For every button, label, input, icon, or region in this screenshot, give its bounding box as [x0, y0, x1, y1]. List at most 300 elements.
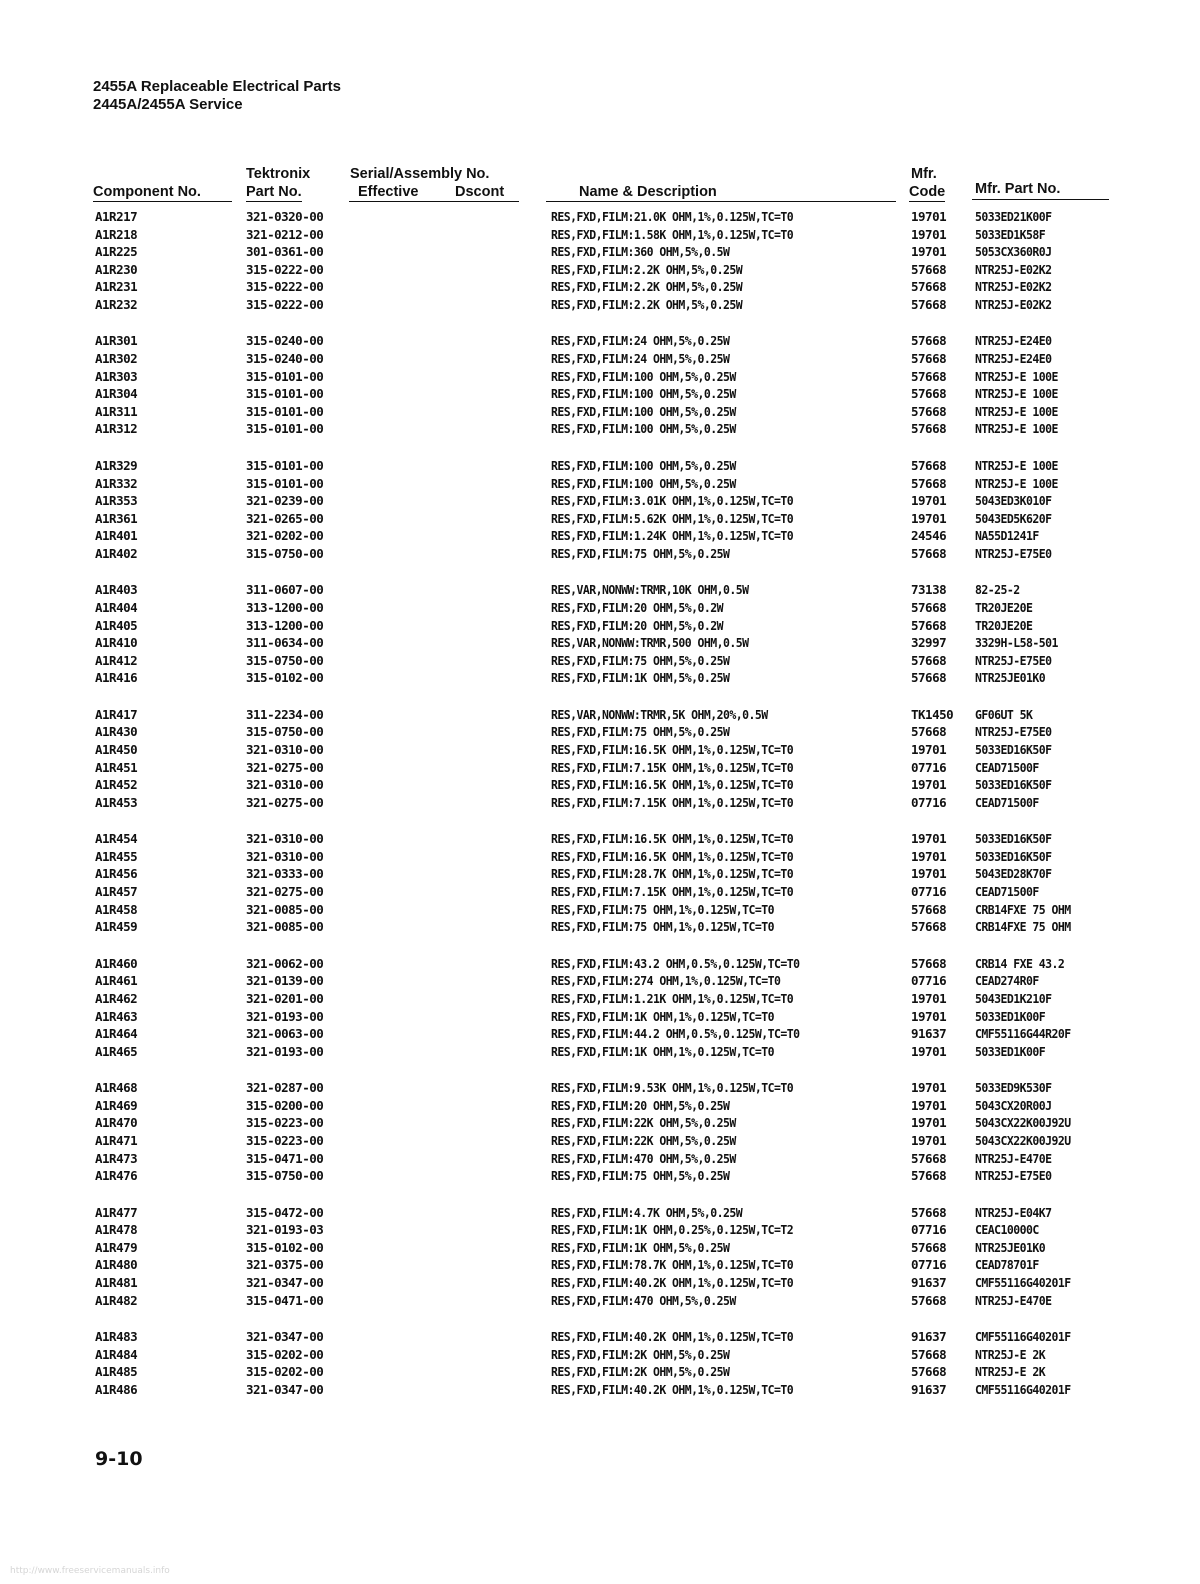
part-no-cell: 315-0101-00 [246, 475, 324, 491]
mfr-code-cell: 19701 [911, 1080, 947, 1096]
mfr-code-cell: 57668 [911, 919, 947, 935]
component-no-cell: A1R430 [95, 724, 138, 740]
mfr-code-cell: 19701 [911, 1097, 947, 1113]
mfr-part-no-cell: 5033ED1K58F [975, 226, 1046, 242]
mfr-code-cell: 57668 [911, 1292, 947, 1308]
mfr-part-no-cell: CEAD71500F [975, 759, 1039, 775]
group-spacer [0, 811, 1200, 830]
mfr-code-cell: 19701 [911, 1008, 947, 1024]
table-row [0, 723, 1200, 741]
component-no-cell: A1R332 [95, 475, 138, 491]
mfr-part-no-cell: 5033ED1K00F [975, 1008, 1046, 1024]
mfr-part-no-cell: 5033ED21K00F [975, 209, 1052, 224]
part-no-cell: 321-0085-00 [246, 919, 324, 935]
component-no-cell: A1R462 [95, 990, 138, 1006]
component-no-underline [93, 201, 232, 202]
mfr-part-no-cell: TR20JE20E [975, 617, 1033, 633]
mfr-code-cell: 57668 [911, 403, 947, 419]
header-subtitle: 2445A/2455A Service [93, 96, 243, 113]
name-description-cell: RES,FXD,FILM:100 OHM,5%,0.25W [551, 421, 736, 437]
component-no-cell: A1R464 [95, 1026, 138, 1042]
component-no-cell: A1R301 [95, 333, 138, 349]
name-description-cell: RES,FXD,FILM:360 OHM,5%,0.5W [551, 244, 730, 260]
table-row [0, 1132, 1200, 1150]
part-no-cell: 321-0139-00 [246, 973, 324, 989]
mfr-code-cell: 19701 [911, 1043, 947, 1059]
component-no-cell: A1R231 [95, 279, 138, 295]
table-row [0, 457, 1200, 475]
mfr-part-no-cell: NA55D1241F [975, 528, 1039, 544]
mfr-code-cell: 57668 [911, 652, 947, 668]
name-description-cell: RES,FXD,FILM:100 OHM,5%,0.25W [551, 368, 736, 384]
name-description-cell: RES,FXD,FILM:20 OHM,5%,0.2W [551, 617, 724, 633]
part-no-cell: 315-0202-00 [246, 1346, 324, 1362]
component-no-cell: A1R217 [95, 209, 138, 224]
mfr-code-cell: 19701 [911, 777, 947, 793]
name-description-cell: RES,FXD,FILM:16.5K OHM,1%,0.125W,TC=T0 [551, 777, 794, 793]
name-description-cell: RES,FXD,FILM:75 OHM,5%,0.25W [551, 1168, 730, 1184]
name-description-cell: RES,FXD,FILM:40.2K OHM,1%,0.125W,TC=T0 [551, 1329, 794, 1345]
name-description-cell: RES,VAR,NONWW:TRMR,5K OHM,20%,0.5W [551, 706, 768, 722]
name-description-cell: RES,FXD,FILM:1.24K OHM,1%,0.125W,TC=T0 [551, 528, 794, 544]
mfr-part-no-cell: NTR25J-E24E0 [975, 351, 1052, 367]
table-row [0, 475, 1200, 493]
table-row [0, 1221, 1200, 1239]
mfr-code-cell: 19701 [911, 510, 947, 526]
table-row [0, 634, 1200, 652]
mfr-code-cell: 19701 [911, 209, 947, 224]
name-description-cell: RES,FXD,FILM:470 OHM,5%,0.25W [551, 1292, 736, 1308]
mfr-part-no-cell: NTR25J-E 100E [975, 475, 1058, 491]
part-no-cell: 321-0320-00 [246, 209, 324, 224]
table-row [0, 1328, 1200, 1346]
mfr-part-no-cell: NTR25J-E75E0 [975, 545, 1052, 561]
name-description-cell: RES,FXD,FILM:75 OHM,1%,0.125W,TC=T0 [551, 901, 775, 917]
part-no-cell: 315-0223-00 [246, 1115, 324, 1131]
mfr-part-no-cell: 5043CX22K00J92U [975, 1132, 1071, 1148]
name-description-cell: RES,FXD,FILM:5.62K OHM,1%,0.125W,TC=T0 [551, 510, 794, 526]
component-no-cell: A1R450 [95, 742, 138, 757]
table-row [0, 706, 1200, 724]
mfr-part-no-cell: CEAC10000C [975, 1222, 1039, 1238]
table-row [0, 332, 1200, 350]
table-row [0, 403, 1200, 421]
name-description-cell: RES,FXD,FILM:16.5K OHM,1%,0.125W,TC=T0 [551, 848, 794, 864]
group-spacer [0, 687, 1200, 706]
component-no-cell: A1R471 [95, 1132, 138, 1148]
mfr-part-no-cell: NTR25JE01K0 [975, 1239, 1046, 1255]
name-description-cell: RES,FXD,FILM:24 OHM,5%,0.25W [551, 333, 730, 349]
part-no-cell: 311-2234-00 [246, 706, 324, 722]
mfr-code-cell: 57668 [911, 333, 947, 349]
name-description-cell: RES,FXD,FILM:1.21K OHM,1%,0.125W,TC=T0 [551, 990, 794, 1006]
component-no-cell: A1R465 [95, 1043, 138, 1059]
mfr-part-no-cell: NTR25J-E02K2 [975, 279, 1052, 295]
mfr-code-cell: 57668 [911, 724, 947, 740]
table-row [0, 545, 1200, 563]
table-row [0, 1043, 1200, 1061]
component-no-cell: A1R218 [95, 226, 138, 242]
table-row [0, 617, 1200, 635]
table-row [0, 1008, 1200, 1026]
table-row [0, 1079, 1200, 1097]
part-no-cell: 315-0222-00 [246, 296, 324, 312]
mfr-code-cell: 57668 [911, 457, 947, 473]
col-head-mfr-part-no: Mfr. Part No. [975, 181, 1061, 197]
mfr-part-no-cell: NTR25J-E75E0 [975, 652, 1052, 668]
mfr-code-cell: 07716 [911, 884, 947, 900]
component-no-cell: A1R225 [95, 244, 138, 260]
mfr-part-no-cell: 5043ED1K210F [975, 990, 1052, 1006]
table-row [0, 599, 1200, 617]
component-no-cell: A1R479 [95, 1239, 138, 1255]
component-no-cell: A1R486 [95, 1381, 138, 1397]
name-description-cell: RES,FXD,FILM:2.2K OHM,5%,0.25W [551, 279, 743, 295]
mfr-part-no-cell: 5043CX20R00J [975, 1097, 1052, 1113]
name-description-cell: RES,VAR,NONWW:TRMR,10K OHM,0.5W [551, 582, 749, 598]
part-no-cell: 321-0310-00 [246, 848, 324, 864]
header-title: 2455A Replaceable Electrical Parts [93, 78, 341, 95]
part-no-cell: 315-0222-00 [246, 279, 324, 295]
mfr-part-no-cell: NTR25J-E75E0 [975, 724, 1052, 740]
mfr-part-no-cell: 82-25-2 [975, 582, 1020, 598]
mfr-code-cell: 57668 [911, 670, 947, 686]
mfr-code-cell: 07716 [911, 794, 947, 810]
mfr-code-cell: 19701 [911, 1115, 947, 1131]
component-no-cell: A1R473 [95, 1150, 138, 1166]
part-no-cell: 311-0607-00 [246, 582, 324, 598]
mfr-code-cell: 19701 [911, 831, 947, 847]
name-description-cell: RES,FXD,FILM:16.5K OHM,1%,0.125W,TC=T0 [551, 742, 794, 757]
part-no-cell: 321-0310-00 [246, 831, 324, 847]
mfr-part-no-underline [972, 199, 1109, 200]
table-row [0, 652, 1200, 670]
table-row [0, 759, 1200, 777]
mfr-part-no-cell: 5053CX360R0J [975, 244, 1052, 260]
part-no-cell: 321-0239-00 [246, 493, 324, 509]
mfr-part-no-cell: 5043ED3K010F [975, 493, 1052, 509]
mfr-part-no-cell: 5043CX22K00J92U [975, 1115, 1071, 1131]
component-no-cell: A1R456 [95, 866, 138, 882]
name-description-cell: RES,FXD,FILM:75 OHM,5%,0.25W [551, 724, 730, 740]
serial-assembly-underline [349, 201, 519, 202]
table-row [0, 669, 1200, 687]
component-no-cell: A1R417 [95, 706, 138, 722]
name-description-cell: RES,FXD,FILM:22K OHM,5%,0.25W [551, 1115, 736, 1131]
name-description-cell: RES,FXD,FILM:1.58K OHM,1%,0.125W,TC=T0 [551, 226, 794, 242]
group-spacer [0, 1309, 1200, 1328]
part-no-cell: 321-0063-00 [246, 1026, 324, 1042]
component-no-cell: A1R469 [95, 1097, 138, 1113]
table-row [0, 865, 1200, 883]
part-no-cell: 321-0201-00 [246, 990, 324, 1006]
name-description-cell: RES,FXD,FILM:2K OHM,5%,0.25W [551, 1346, 730, 1362]
table-row [0, 776, 1200, 794]
name-description-cell: RES,FXD,FILM:4.7K OHM,5%,0.25W [551, 1204, 743, 1220]
part-no-cell: 315-0240-00 [246, 333, 324, 349]
table-row [0, 226, 1200, 244]
component-no-cell: A1R470 [95, 1115, 138, 1131]
part-no-cell: 315-0200-00 [246, 1097, 324, 1113]
component-no-cell: A1R457 [95, 884, 138, 900]
component-no-cell: A1R232 [95, 296, 138, 312]
mfr-part-no-cell: NTR25J-E04K7 [975, 1204, 1052, 1220]
name-description-cell: RES,FXD,FILM:1K OHM,1%,0.125W,TC=T0 [551, 1043, 775, 1059]
mfr-part-no-cell: NTR25J-E 2K [975, 1364, 1046, 1380]
mfr-part-no-cell: 5033ED9K530F [975, 1080, 1052, 1096]
table-row [0, 1381, 1200, 1399]
component-no-cell: A1R403 [95, 582, 138, 598]
mfr-code-cell: 19701 [911, 990, 947, 1006]
table-row [0, 1167, 1200, 1185]
table-row [0, 350, 1200, 368]
mfr-part-no-cell: NTR25J-E 100E [975, 368, 1058, 384]
name-description-cell: RES,FXD,FILM:40.2K OHM,1%,0.125W,TC=T0 [551, 1275, 794, 1290]
mfr-code-cell: 57668 [911, 1364, 947, 1380]
table-row [0, 1114, 1200, 1132]
table-row [0, 527, 1200, 545]
part-no-cell: 321-0275-00 [246, 794, 324, 810]
component-no-cell: A1R460 [95, 955, 138, 971]
name-description-cell: RES,FXD,FILM:21.0K OHM,1%,0.125W,TC=T0 [551, 209, 794, 224]
part-no-cell: 315-0750-00 [246, 545, 324, 561]
document-header [93, 78, 341, 114]
col-head-dscont: Dscont [455, 184, 505, 200]
part-no-cell: 321-0275-00 [246, 884, 324, 900]
mfr-part-no-cell: NTR25JE01K0 [975, 670, 1046, 686]
mfr-code-cell: 57668 [911, 279, 947, 295]
part-no-cell: 315-0471-00 [246, 1292, 324, 1308]
component-no-cell: A1R402 [95, 545, 138, 561]
part-no-cell: 321-0265-00 [246, 510, 324, 526]
mfr-code-cell: 57668 [911, 386, 947, 402]
component-no-cell: A1R455 [95, 848, 138, 864]
mfr-part-no-cell: NTR25J-E 100E [975, 457, 1058, 473]
mfr-code-cell: 07716 [911, 1257, 947, 1273]
mfr-code-cell: 57668 [911, 1204, 947, 1220]
part-no-cell: 321-0347-00 [246, 1275, 324, 1290]
component-no-cell: A1R458 [95, 901, 138, 917]
component-no-cell: A1R303 [95, 368, 138, 384]
table-row [0, 741, 1200, 759]
name-description-cell: RES,FXD,FILM:43.2 OHM,0.5%,0.125W,TC=T0 [551, 955, 800, 971]
component-no-cell: A1R404 [95, 599, 138, 615]
table-row [0, 278, 1200, 296]
mfr-part-no-cell: NTR25J-E 2K [975, 1346, 1046, 1362]
mfr-part-no-cell: GF06UT 5K [975, 706, 1033, 722]
part-no-cell: 315-0202-00 [246, 1364, 324, 1380]
group-spacer [0, 936, 1200, 955]
component-no-cell: A1R230 [95, 261, 138, 277]
table-row [0, 1204, 1200, 1222]
name-description-cell: RES,FXD,FILM:78.7K OHM,1%,0.125W,TC=T0 [551, 1257, 794, 1273]
part-no-cell: 321-0347-00 [246, 1381, 324, 1397]
mfr-part-no-cell: CRB14FXE 75 OHM [975, 901, 1071, 917]
mfr-part-no-cell: NTR25J-E02K2 [975, 296, 1052, 312]
mfr-code-cell: 07716 [911, 759, 947, 775]
component-no-cell: A1R459 [95, 919, 138, 935]
mfr-part-no-cell: 5043ED5K620F [975, 510, 1052, 526]
group-spacer [0, 438, 1200, 457]
table-row [0, 1150, 1200, 1168]
mfr-part-no-cell: 5033ED16K50F [975, 831, 1052, 847]
component-no-cell: A1R476 [95, 1168, 138, 1184]
col-head-tektronix: Tektronix [246, 166, 311, 182]
component-no-cell: A1R482 [95, 1292, 138, 1308]
mfr-code-cell: 57668 [911, 261, 947, 277]
table-row [0, 1363, 1200, 1381]
component-no-cell: A1R304 [95, 386, 138, 402]
part-no-cell: 315-0101-00 [246, 403, 324, 419]
table-row [0, 296, 1200, 314]
table-row [0, 830, 1200, 848]
mfr-code-cell: 57668 [911, 296, 947, 312]
group-spacer [0, 314, 1200, 333]
component-no-cell: A1R481 [95, 1275, 138, 1290]
component-no-cell: A1R353 [95, 493, 138, 509]
part-no-cell: 321-0375-00 [246, 1257, 324, 1273]
name-description-cell: RES,FXD,FILM:1K OHM,5%,0.25W [551, 670, 730, 686]
mfr-code-cell: 19701 [911, 226, 947, 242]
name-description-cell: RES,FXD,FILM:2K OHM,5%,0.25W [551, 1364, 730, 1380]
part-no-cell: 315-0101-00 [246, 457, 324, 473]
component-no-cell: A1R452 [95, 777, 138, 793]
part-no-cell: 321-0193-00 [246, 1043, 324, 1059]
group-spacer [0, 1185, 1200, 1204]
name-description-cell: RES,FXD,FILM:2.2K OHM,5%,0.25W [551, 261, 743, 277]
part-no-cell: 315-0101-00 [246, 421, 324, 437]
mfr-code-cell: 19701 [911, 866, 947, 882]
component-no-cell: A1R477 [95, 1204, 138, 1220]
mfr-part-no-cell: 5043ED28K70F [975, 866, 1052, 882]
part-no-cell: 321-0347-00 [246, 1329, 324, 1345]
name-description-cell: RES,FXD,FILM:3.01K OHM,1%,0.125W,TC=T0 [551, 493, 794, 509]
parts-list [0, 208, 1200, 1398]
part-no-cell: 313-1200-00 [246, 617, 324, 633]
watermark-url: http://www.freeservicemanuals.info [10, 1566, 170, 1576]
mfr-part-no-cell: CEAD78701F [975, 1257, 1039, 1273]
table-row [0, 492, 1200, 510]
component-no-cell: A1R405 [95, 617, 138, 633]
col-head-part-no: Part No. [246, 184, 302, 200]
part-no-cell: 321-0287-00 [246, 1080, 324, 1096]
table-row [0, 420, 1200, 438]
mfr-code-cell: 07716 [911, 973, 947, 989]
component-no-cell: A1R468 [95, 1080, 138, 1096]
component-no-cell: A1R416 [95, 670, 138, 686]
page-number: 9-10 [95, 1448, 143, 1470]
name-description-underline [546, 201, 896, 202]
table-row [0, 901, 1200, 919]
table-row [0, 385, 1200, 403]
name-description-cell: RES,VAR,NONWW:TRMR,500 OHM,0.5W [551, 635, 749, 651]
part-no-cell: 321-0193-03 [246, 1222, 324, 1238]
name-description-cell: RES,FXD,FILM:470 OHM,5%,0.25W [551, 1150, 736, 1166]
mfr-code-cell: 57668 [911, 475, 947, 491]
part-no-cell: 321-0310-00 [246, 777, 324, 793]
mfr-part-no-cell: CMF55116G40201F [975, 1381, 1071, 1397]
component-no-cell: A1R412 [95, 652, 138, 668]
mfr-code-cell: 57668 [911, 1168, 947, 1184]
part-no-cell: 321-0085-00 [246, 901, 324, 917]
table-row [0, 368, 1200, 386]
mfr-code-cell: 19701 [911, 848, 947, 864]
mfr-part-no-cell: NTR25J-E470E [975, 1292, 1052, 1308]
part-no-cell: 315-0101-00 [246, 386, 324, 402]
col-head-name-description: Name & Description [579, 184, 717, 200]
table-row [0, 581, 1200, 599]
part-no-cell: 315-0472-00 [246, 1204, 324, 1220]
table-row [0, 990, 1200, 1008]
mfr-code-cell: 91637 [911, 1381, 947, 1397]
mfr-part-no-cell: NTR25J-E 100E [975, 403, 1058, 419]
mfr-part-no-cell: CRB14FXE 75 OHM [975, 919, 1071, 935]
mfr-code-cell: 19701 [911, 1132, 947, 1148]
mfr-part-no-cell: 5033ED16K50F [975, 848, 1052, 864]
name-description-cell: RES,FXD,FILM:100 OHM,5%,0.25W [551, 386, 736, 402]
part-no-cell: 301-0361-00 [246, 244, 324, 260]
table-row [0, 972, 1200, 990]
part-no-cell: 321-0212-00 [246, 226, 324, 242]
name-description-cell: RES,FXD,FILM:20 OHM,5%,0.2W [551, 599, 724, 615]
mfr-part-no-cell: TR20JE20E [975, 599, 1033, 615]
component-no-cell: A1R461 [95, 973, 138, 989]
mfr-code-cell: 57668 [911, 617, 947, 633]
part-no-cell: 321-0333-00 [246, 866, 324, 882]
mfr-part-no-cell: 5033ED16K50F [975, 777, 1052, 793]
name-description-cell: RES,FXD,FILM:7.15K OHM,1%,0.125W,TC=T0 [551, 884, 794, 900]
component-no-cell: A1R401 [95, 528, 138, 544]
mfr-part-no-cell: NTR25J-E24E0 [975, 333, 1052, 349]
component-no-cell: A1R463 [95, 1008, 138, 1024]
mfr-code-cell: 57668 [911, 545, 947, 561]
name-description-cell: RES,FXD,FILM:16.5K OHM,1%,0.125W,TC=T0 [551, 831, 794, 847]
part-no-cell: 315-0750-00 [246, 1168, 324, 1184]
component-no-cell: A1R480 [95, 1257, 138, 1273]
mfr-code-cell: 73138 [911, 582, 947, 598]
mfr-code-cell: 07716 [911, 1222, 947, 1238]
mfr-code-cell: 57668 [911, 1346, 947, 1362]
mfr-part-no-cell: NTR25J-E 100E [975, 386, 1058, 402]
name-description-cell: RES,FXD,FILM:44.2 OHM,0.5%,0.125W,TC=T0 [551, 1026, 800, 1042]
part-no-cell: 315-0223-00 [246, 1132, 324, 1148]
table-row [0, 848, 1200, 866]
component-no-cell: A1R478 [95, 1222, 138, 1238]
part-no-cell: 315-0471-00 [246, 1150, 324, 1166]
component-no-cell: A1R484 [95, 1346, 138, 1362]
table-row [0, 794, 1200, 812]
table-row [0, 918, 1200, 936]
part-no-cell: 321-0275-00 [246, 759, 324, 775]
name-description-cell: RES,FXD,FILM:22K OHM,5%,0.25W [551, 1132, 736, 1148]
mfr-code-cell: 57668 [911, 368, 947, 384]
table-row [0, 1097, 1200, 1115]
group-spacer [0, 562, 1200, 581]
group-spacer [0, 1060, 1200, 1079]
mfr-part-no-cell: CEAD71500F [975, 884, 1039, 900]
component-no-cell: A1R312 [95, 421, 138, 437]
mfr-code-cell: 57668 [911, 351, 947, 367]
name-description-cell: RES,FXD,FILM:1K OHM,1%,0.125W,TC=T0 [551, 1008, 775, 1024]
part-no-cell: 313-1200-00 [246, 599, 324, 615]
component-no-cell: A1R454 [95, 831, 138, 847]
mfr-code-cell: 91637 [911, 1275, 947, 1290]
component-no-cell: A1R453 [95, 794, 138, 810]
mfr-code-cell: 19701 [911, 244, 947, 260]
name-description-cell: RES,FXD,FILM:7.15K OHM,1%,0.125W,TC=T0 [551, 794, 794, 810]
mfr-code-cell: 19701 [911, 493, 947, 509]
table-row [0, 1292, 1200, 1310]
